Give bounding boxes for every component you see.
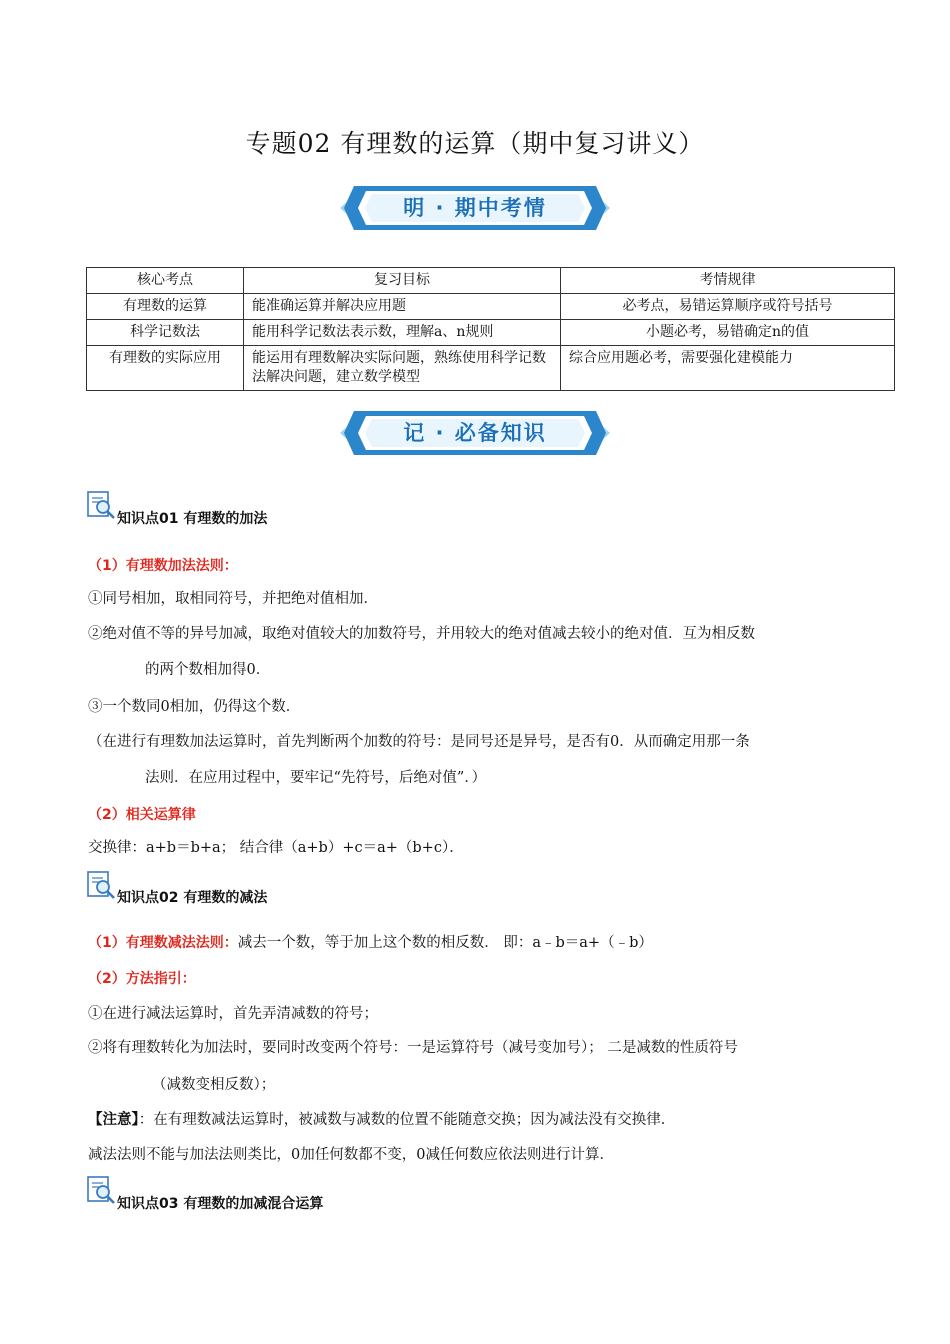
table-row <box>87 346 895 391</box>
kp3-title: 知识点03 有理数的加减混合运算 <box>117 1196 324 1212</box>
kp1-line-1: ①同号相加，取相同符号，并把绝对值相加． <box>88 591 378 607</box>
note-label: 【注意】 <box>88 1111 139 1128</box>
table-cell: 小题必考，易错确定n的值 <box>561 320 895 346</box>
kp2-line-1: ①在进行减法运算时，首先弄清减数的符号； <box>88 1006 378 1022</box>
kp1-line-4: （在进行有理数加法运算时，首先判断两个加数的符号：是同号还是异号，是否有0．从而确定用那一条 <box>88 734 750 750</box>
kp1-title: 知识点01 有理数的加法 <box>117 511 268 527</box>
table-row <box>87 294 895 320</box>
table-cell: 有理数的实际应用 <box>87 346 244 391</box>
exam-table <box>86 267 895 391</box>
magnifier-document-icon <box>86 1175 116 1205</box>
kp2-title: 知识点02 有理数的减法 <box>117 890 268 906</box>
table-cell: 综合应用题必考，需要强化建模能力 <box>561 346 895 391</box>
kp1-line-3: ③一个数同0相加，仍得这个数． <box>88 699 301 715</box>
kp1-line-4b: 法则．在应用过程中，要牢记“先符号，后绝对值”．） <box>145 770 487 786</box>
note-text: ：在有理数减法运算时，被减数与减数的位置不能随意交换；因为减法没有交换律． <box>138 1112 676 1128</box>
kp1-line-2: ②绝对值不等的异号加减，取绝对值较大的加数符号，并用较大的绝对值减去较小的绝对值．互为相反数 <box>88 626 755 642</box>
kp1-heading-2: （2）相关运算律 <box>88 807 196 823</box>
table-header: 核心考点 <box>87 268 244 294</box>
table-cell: 必考点，易错运算顺序或符号括号 <box>561 294 895 320</box>
kp2-line-3: 减法法则不能与加法法则类比，0加任何数都不变，0减任何数应依法则进行计算． <box>88 1147 614 1163</box>
magnifier-document-icon <box>86 490 116 520</box>
table-cell: 能准确运算并解决应用题 <box>244 294 561 320</box>
kp2-heading-2: （2）方法指引： <box>88 971 196 987</box>
kp1-line-2b: 的两个数相加得0． <box>145 662 271 678</box>
kp2-line-2b: （减数变相反数）； <box>152 1077 276 1093</box>
knowledge-banner <box>340 407 610 459</box>
table-cell: 能运用有理数解决实际问题，熟练使用科学记数法解决问题，建立数学模型 <box>244 346 561 391</box>
exam-banner <box>340 182 610 234</box>
table-cell: 科学记数法 <box>87 320 244 346</box>
kp2-note <box>88 1110 675 1130</box>
kp1-line-5: 交换律：a+b＝b+a； 结合律（a+b）+c＝a+（b+c）． <box>88 840 464 856</box>
kp2-rule-text: 减去一个数，等于加上这个数的相反数． 即：a﹣b＝a+（﹣b） <box>237 935 653 951</box>
magnifier-document-icon <box>86 870 116 900</box>
table-header-row <box>87 268 895 294</box>
kp1-heading-1: （1）有理数加法法则： <box>88 558 238 574</box>
kp2-rule-line <box>88 933 653 953</box>
exam-banner-label: 明 · 期中考情 <box>403 196 547 220</box>
table-header: 考情规律 <box>561 268 895 294</box>
table-cell: 能用科学记数法表示数，理解a、n规则 <box>244 320 561 346</box>
table-cell: 有理数的运算 <box>87 294 244 320</box>
table-row <box>87 320 895 346</box>
table-header: 复习目标 <box>244 268 561 294</box>
knowledge-banner-label: 记 · 必备知识 <box>403 421 547 445</box>
page-title: 专题02 有理数的运算（期中复习讲义） <box>245 129 705 158</box>
kp2-heading-1: （1）有理数减法法则： <box>88 935 238 951</box>
kp2-line-2: ②将有理数转化为加法时，要同时改变两个符号：一是运算符号（减号变加号）； 二是减数的性质符号 <box>88 1040 738 1056</box>
